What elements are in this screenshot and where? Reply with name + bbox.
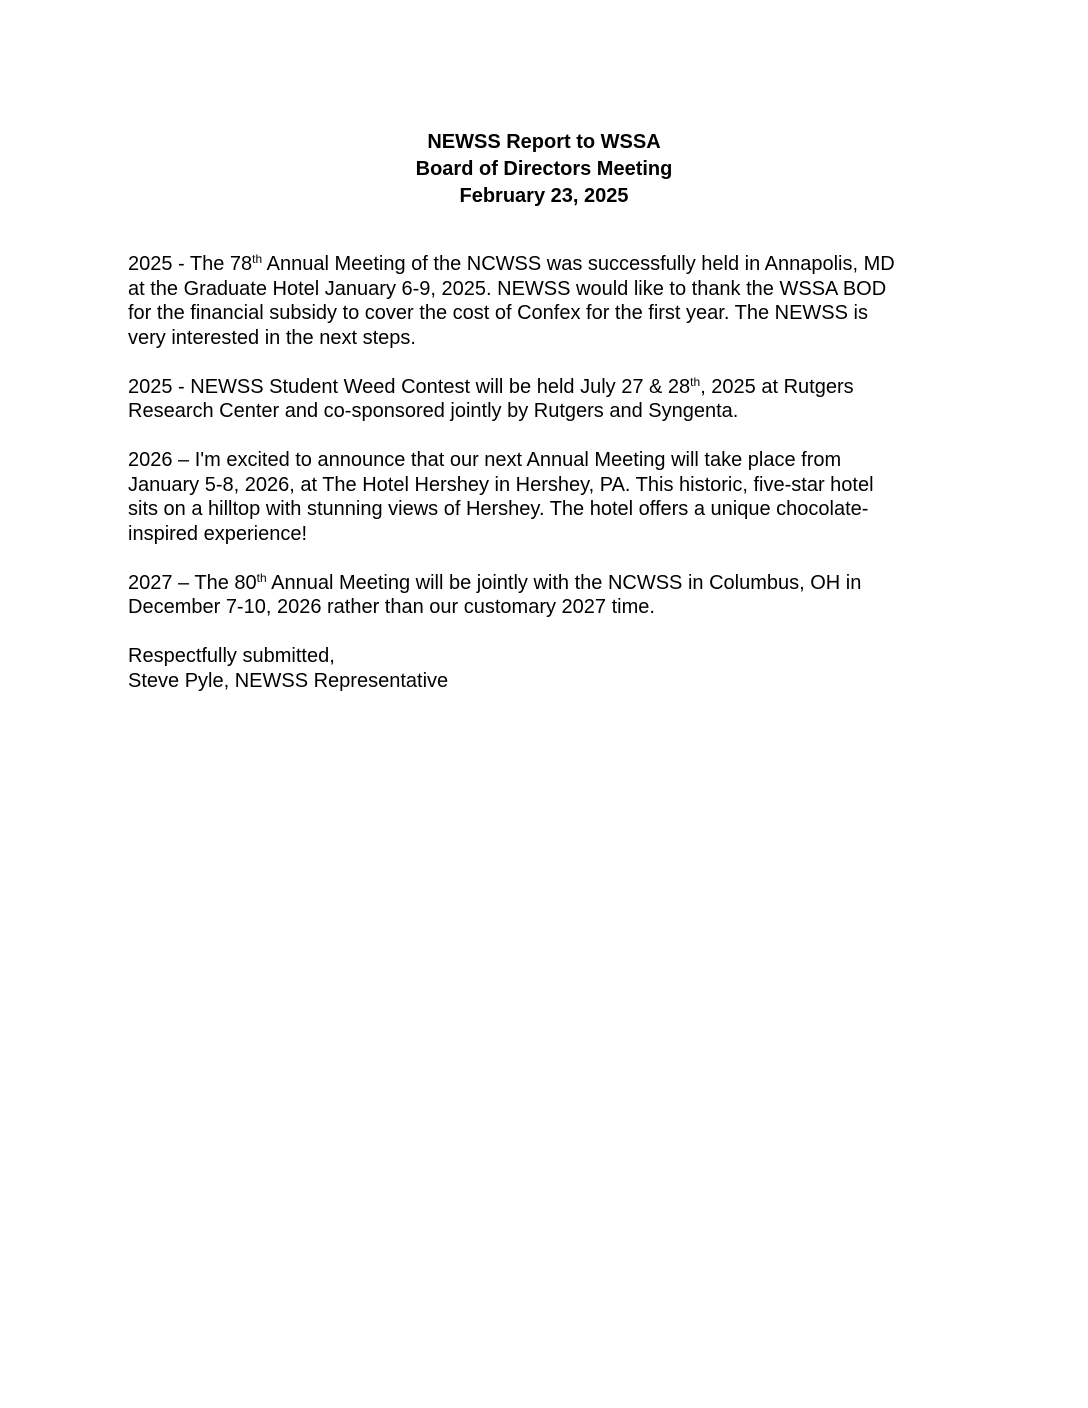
paragraph-line [128, 375, 968, 400]
paragraph-2025-student-weed-contest [128, 375, 968, 424]
ordinal-suffix: th [256, 570, 267, 585]
text-run: 2027 – The 80 [128, 571, 257, 594]
text-run: 2025 - The 78 [128, 253, 253, 275]
paragraph-2025-annual-meeting [128, 252, 968, 350]
report-body [128, 252, 968, 718]
closing-text: Respectfully submitted, [128, 645, 335, 667]
text-run: Annual Meeting of the NCWSS was successfully held in Annapolis, MD [262, 253, 895, 275]
text-run: , 2025 at Rutgers [700, 375, 854, 398]
paragraph-line: very interested in the next steps. [128, 326, 416, 349]
paragraph-2027-annual-meeting [128, 571, 968, 620]
paragraph-line: Research Center and co-sponsored jointly by Rutgers and Syngenta. [128, 400, 739, 422]
paragraph-2026-annual-meeting [128, 448, 968, 546]
report-header [0, 129, 1088, 210]
paragraph-line: 2026 – I'm excited to announce that our next Annual Meeting will take place from [128, 449, 842, 471]
ordinal-suffix: th [252, 252, 263, 266]
paragraph-line: sits on a hilltop with stunning views of Hershey. The hotel offers a unique chocolate- [128, 498, 869, 520]
signer-name: Steve Pyle, NEWSS Representative [128, 669, 449, 692]
paragraph-line [128, 252, 968, 277]
paragraph-line: for the financial subsidy to cover the cost of Confex for the first year. The NEWSS is [128, 302, 868, 324]
text-run: Annual Meeting will be jointly with the NCWSS in Columbus, OH in [266, 571, 862, 594]
paragraph-line: December 7-10, 2026 rather than our customary 2027 time. [128, 596, 655, 618]
paragraph-line: January 5-8, 2026, at The Hotel Hershey in Hershey, PA. This historic, five-star hotel [128, 473, 874, 496]
paragraph-line: inspired experience! [128, 522, 307, 545]
report-date: February 23, 2025 [459, 185, 629, 207]
paragraph-line [128, 571, 968, 596]
text-run: 2025 - NEWSS Student Weed Contest will be held July 27 & 28 [128, 375, 691, 398]
ordinal-suffix: th [690, 374, 701, 389]
report-title: NEWSS Report to WSSA [427, 131, 661, 153]
paragraph-line: at the Graduate Hotel January 6-9, 2025. NEWSS would like to thank the WSSA BOD [128, 277, 887, 300]
signature-block [128, 644, 968, 693]
meeting-name: Board of Directors Meeting [415, 158, 673, 180]
